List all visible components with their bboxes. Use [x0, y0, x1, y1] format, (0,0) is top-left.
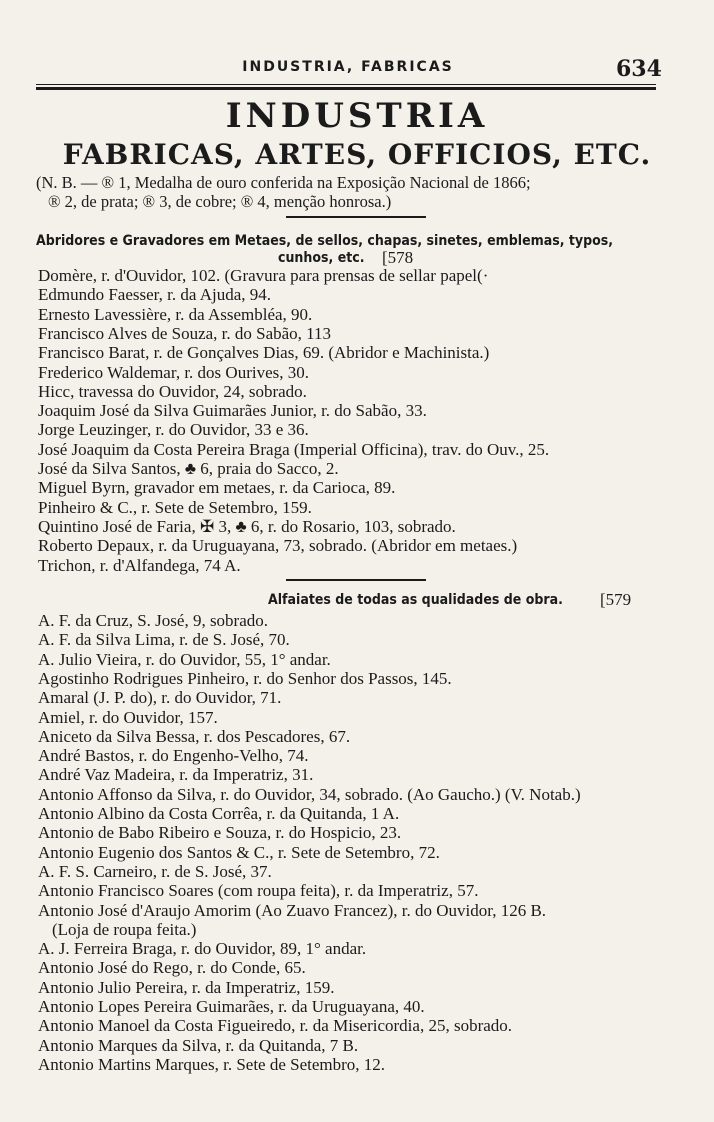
list-item: Edmundo Faesser, r. da Ajuda, 94.	[38, 285, 272, 305]
list-item: Antonio Albino da Costa Corrêa, r. da Quitanda, 1 A.	[38, 804, 400, 823]
page-number: 634	[616, 56, 662, 82]
list-item: Jorge Leuzinger, r. do Ouvidor, 33 e 36.	[38, 420, 309, 440]
list-item: Aniceto da Silva Bessa, r. dos Pescadores, 67.	[38, 726, 351, 746]
list-item: Francisco Alves de Souza, r. do Sabão, 113	[38, 323, 332, 343]
list-item: André Vaz Madeira, r. da Imperatriz, 31.	[38, 765, 314, 785]
list-item: Antonio Marques da Silva, r. da Quitanda, 7 B.	[38, 1035, 359, 1055]
list-item: Domère, r. d'Ouvidor, 102. (Gravura para prensas de sellar papel(·	[38, 266, 489, 285]
list-item: Antonio Julio Pereira, r. da Imperatriz, 159.	[38, 977, 335, 997]
list-item: A. F. S. Carneiro, r. de S. José, 37.	[38, 861, 272, 881]
list-item: Amiel, r. do Ouvidor, 157.	[38, 707, 218, 727]
list-item: Antonio Martins Marques, r. Sete de Setembro, 12.	[38, 1054, 386, 1074]
list-item: Antonio Affonso da Silva, r. do Ouvidor, 34, sobrado. (Ao Gaucho.) (V. Notab.)	[38, 784, 581, 804]
list-item: André Bastos, r. do Engenho-Velho, 74.	[38, 746, 309, 766]
list-item: Antonio Lopes Pereira Guimarães, r. da Uruguayana, 40.	[38, 997, 425, 1016]
list-item: A. F. da Silva Lima, r. de S. José, 70.	[38, 630, 290, 650]
running-title: INDUSTRIA, FABRICAS	[242, 59, 454, 75]
note-line-1: (N. B. — ® 1, Medalha de ouro conferida na Exposição Nacional de 1866;	[36, 173, 531, 192]
section-ref-578: [578	[382, 248, 414, 267]
section-heading-alfaiates: Alfaiates de todas as qualidades de obra.	[268, 592, 563, 608]
list-item: Antonio Eugenio dos Santos & C., r. Sete de Setembro, 72.	[38, 842, 440, 862]
list-item: Miguel Byrn, gravador em metaes, r. da Carioca, 89.	[38, 478, 396, 498]
list-item: A. Julio Vieira, r. do Ouvidor, 55, 1° andar.	[38, 649, 331, 669]
list-item: A. J. Ferreira Braga, r. do Ouvidor, 89, 1° andar.	[38, 939, 367, 959]
list-item: (Loja de roupa feita.)	[52, 919, 197, 939]
list-item: José Joaquim da Costa Pereira Braga (Imperial Officina), trav. do Ouv., 25.	[38, 439, 550, 459]
section-heading-abridores-cont: cunhos, etc.	[278, 250, 365, 266]
list-item: Antonio José d'Araujo Amorim (Ao Zuavo Francez), r. do Ouvidor, 126 B.	[38, 900, 547, 920]
list-item: Quintino José de Faria, ✠ 3, ♣ 6, r. do Rosario, 103, sobrado.	[38, 516, 456, 536]
list-item: Roberto Depaux, r. da Uruguayana, 73, sobrado. (Abridor em metaes.)	[38, 536, 518, 556]
header-rule-thick	[36, 87, 656, 90]
list-item: Hicc, travessa do Ouvidor, 24, sobrado.	[38, 381, 307, 401]
list-item: Antonio Francisco Soares (com roupa feita), r. da Imperatriz, 57.	[38, 881, 479, 901]
list-item: Antonio de Babo Ribeiro e Souza, r. do Hospicio, 23.	[38, 823, 402, 843]
list-item: Agostinho Rodrigues Pinheiro, r. do Senhor dos Passos, 145.	[38, 668, 452, 688]
page-title: INDUSTRIA	[225, 96, 489, 136]
section-heading-abridores: Abridores e Gravadores em Metaes, de sellos, chapas, sinetes, emblemas, typos,	[36, 233, 614, 249]
list-item: A. F. da Cruz, S. José, 9, sobrado.	[38, 611, 269, 630]
list-item: Antonio Manoel da Costa Figueiredo, r. da Misericordia, 25, sobrado.	[38, 1016, 513, 1036]
list-item: Pinheiro & C., r. Sete de Setembro, 159.	[38, 497, 312, 517]
list-item: Ernesto Lavessière, r. da Assembléa, 90.	[38, 304, 313, 324]
section-divider	[286, 579, 426, 581]
section-ref-579: [579	[600, 590, 632, 609]
list-item: Trichon, r. d'Alfandega, 74 A.	[38, 555, 241, 575]
list-item: Amaral (J. P. do), r. do Ouvidor, 71.	[38, 688, 282, 708]
note-line-2: ® 2, de prata; ® 3, de cobre; ® 4, menção honrosa.)	[48, 192, 392, 211]
list-item: Joaquim José da Silva Guimarães Junior, r. do Sabão, 33.	[38, 401, 427, 421]
list-item: José da Silva Santos, ♣ 6, praia do Sacco, 2.	[38, 459, 339, 478]
header-rule-thin	[36, 84, 656, 85]
list-item: Antonio José do Rego, r. do Conde, 65.	[38, 958, 306, 978]
list-item: Francisco Barat, r. de Gonçalves Dias, 69. (Abridor e Machinista.)	[38, 343, 490, 363]
ornament-rule	[286, 216, 426, 218]
page-subtitle: FABRICAS, ARTES, OFFICIOS, ETC.	[62, 138, 652, 171]
list-item: Frederico Waldemar, r. dos Ourives, 30.	[38, 362, 309, 382]
